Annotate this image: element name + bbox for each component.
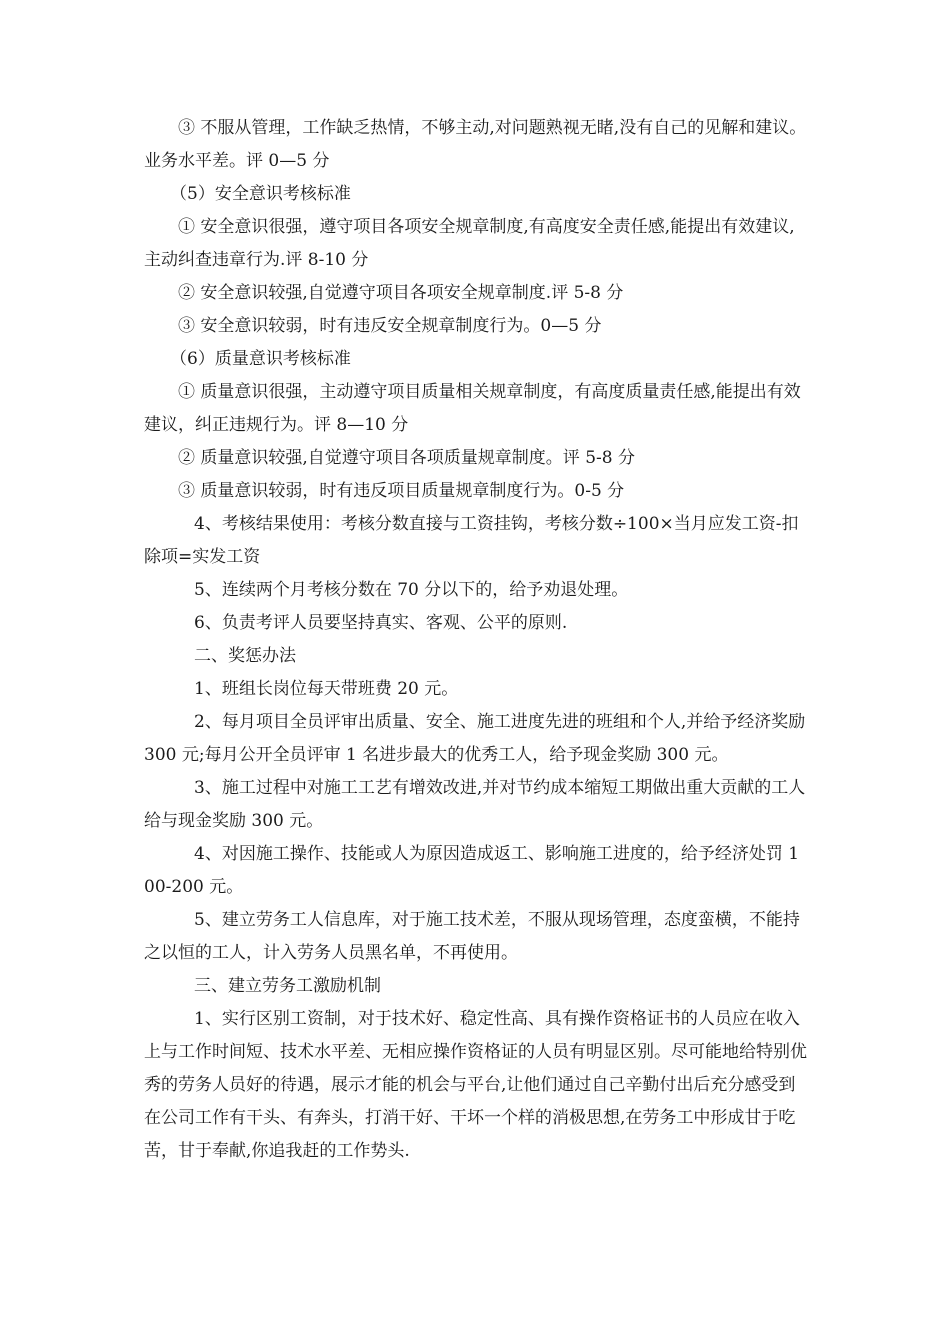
rule-paragraph: 2、每月项目全员评审出质量、安全、施工进度先进的班组和个人,并给予经济奖励 300 元;每月公开全员评审 1 名进步最大的优秀工人，给予现金奖励 300 元。 [144, 712, 806, 765]
section-heading-rewards: 二、奖惩办法 [194, 646, 296, 666]
rule-paragraph: 4、考核结果使用：考核分数直接与工资挂钩，考核分数÷100×当月应发工资-扣除项=实发工资 [144, 514, 799, 567]
section-heading-incentives: 三、建立劳务工激励机制 [194, 976, 381, 996]
rule-paragraph: 1、班组长岗位每天带班费 20 元。 [194, 679, 459, 699]
criterion-paragraph: ② 安全意识较强,自觉遵守项目各项安全规章制度.评 5-8 分 [178, 283, 624, 303]
criterion-paragraph: ② 质量意识较强,自觉遵守项目各项质量规章制度。评 5-8 分 [178, 448, 635, 468]
criterion-paragraph: ③ 质量意识较弱，时有违反项目质量规章制度行为。0-5 分 [178, 481, 625, 501]
section-heading-quality: （6）质量意识考核标准 [170, 349, 351, 369]
rule-paragraph: 3、施工过程中对施工工艺有增效改进,并对节约成本缩短工期做出重大贡献的工人给与现金奖励 300 元。 [144, 778, 806, 831]
criterion-paragraph: ③ 安全意识较弱，时有违反安全规章制度行为。0—5 分 [178, 316, 602, 336]
rule-paragraph: 1、实行区别工资制，对于技术好、稳定性高、具有操作资格证书的人员应在收入上与工作时间短、技术水平差、无相应操作资格证的人员有明显区别。尽可能地给特别优秀的劳务人员好的待遇，展示才能的机会与平台,让他们通过自己辛勤付出后充分感受到在公司工作有干头、有奔头，打消干好、干坏一个样的消极思想,在劳务工中形成甘于吃苦，甘于奉献,你追我赶的工作势头. [144, 1009, 807, 1161]
criterion-paragraph: ③ 不服从管理，工作缺乏热情，不够主动,对问题熟视无睹,没有自己的见解和建议。业务水平差。评 0—5 分 [144, 118, 807, 171]
criterion-paragraph: ① 安全意识很强，遵守项目各项安全规章制度,有高度安全责任感,能提出有效建议,主动纠查违章行为.评 8-10 分 [144, 217, 795, 270]
rule-paragraph: 5、连续两个月考核分数在 70 分以下的，给予劝退处理。 [194, 580, 629, 600]
criterion-paragraph: ① 质量意识很强，主动遵守项目质量相关规章制度，有高度质量责任感,能提出有效建议，纠正违规行为。评 8—10 分 [144, 382, 801, 435]
section-heading-safety: （5）安全意识考核标准 [170, 184, 351, 204]
rule-paragraph: 6、负责考评人员要坚持真实、客观、公平的原则. [194, 613, 568, 633]
rule-paragraph: 4、对因施工操作、技能或人为原因造成返工、影响施工进度的，给予经济处罚 100-200 元。 [144, 844, 800, 897]
rule-paragraph: 5、建立劳务工人信息库，对于施工技术差，不服从现场管理，态度蛮横，不能持之以恒的工人，计入劳务人员黑名单，不再使用。 [144, 910, 800, 963]
document-page [144, 112, 808, 1168]
